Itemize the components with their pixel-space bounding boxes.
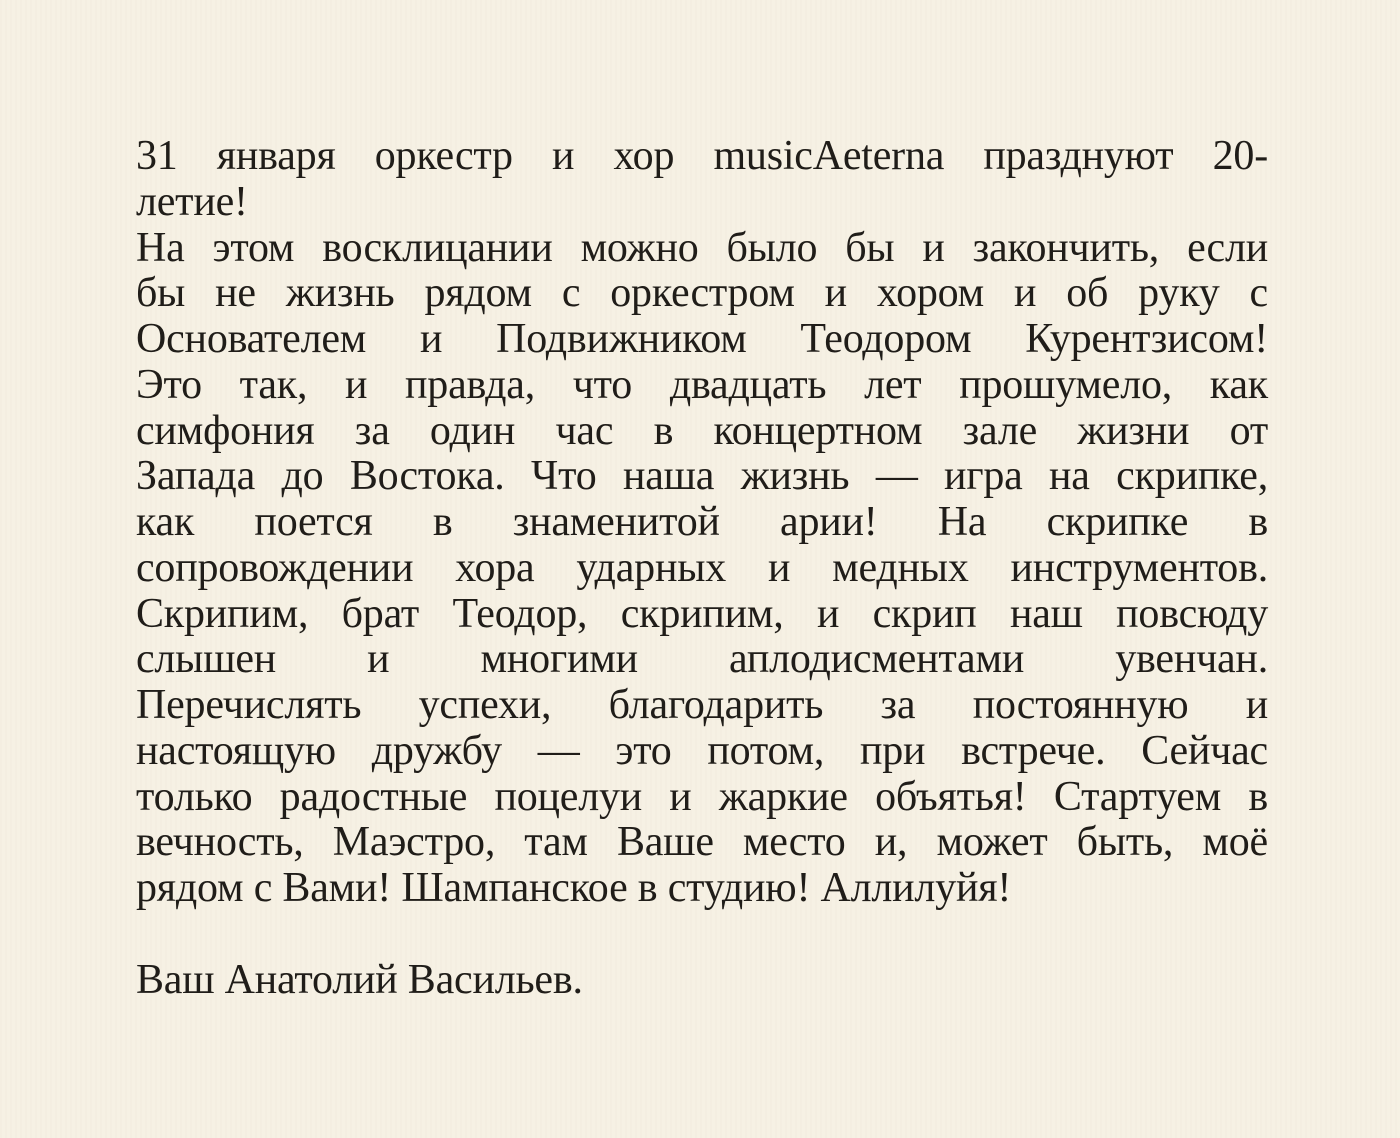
text-line: слышен и многими аплодисментами увенчан. bbox=[136, 636, 1268, 683]
text-line: Скрипим, брат Теодор, скрипим, и скрип наш повсюду bbox=[136, 590, 1268, 637]
text-line: бы не жизнь рядом с оркестром и хором и об руку с bbox=[136, 270, 1268, 317]
text-line: рядом с Вами! Шампанское в студию! Аллилуйя! bbox=[136, 865, 1012, 911]
text-line: только радостные поцелуи и жаркие объятья! Стартуем в bbox=[136, 773, 1268, 820]
text-line: Перечислять успехи, благодарить за постоянную и bbox=[136, 682, 1268, 728]
text-line: сопровождении хора ударных и медных инструментов. bbox=[136, 544, 1268, 591]
text-line: летие! bbox=[136, 178, 248, 225]
text-line: вечность, Маэстро, там Ваше место и, может быть, моё bbox=[136, 819, 1268, 866]
text-line: Это так, и правда, что двадцать лет прошумело, как bbox=[136, 361, 1268, 408]
letter-paragraphs bbox=[136, 134, 1268, 912]
text-line: 31 января оркестр и хор musicAeterna празднуют 20- bbox=[136, 133, 1268, 179]
text-line: как поется в знаменитой арии! На скрипке в bbox=[136, 499, 1268, 545]
text-line: симфония за один час в концертном зале жизни от bbox=[136, 407, 1268, 454]
text-line: настоящую дружбу — это потом, при встрече. Сейчас bbox=[136, 727, 1268, 774]
text-line: На этом восклицании можно было бы и закончить, если bbox=[136, 224, 1268, 271]
text-line: Основателем и Подвижником Теодором Курентзисом! bbox=[136, 316, 1268, 362]
text-line: Запада до Востока. Что наша жизнь — игра на скрипке, bbox=[136, 453, 1268, 500]
letter-body bbox=[136, 134, 1268, 1003]
paragraph-spacer bbox=[136, 912, 1268, 958]
signature: Ваш Анатолий Васильев. bbox=[136, 956, 583, 1003]
